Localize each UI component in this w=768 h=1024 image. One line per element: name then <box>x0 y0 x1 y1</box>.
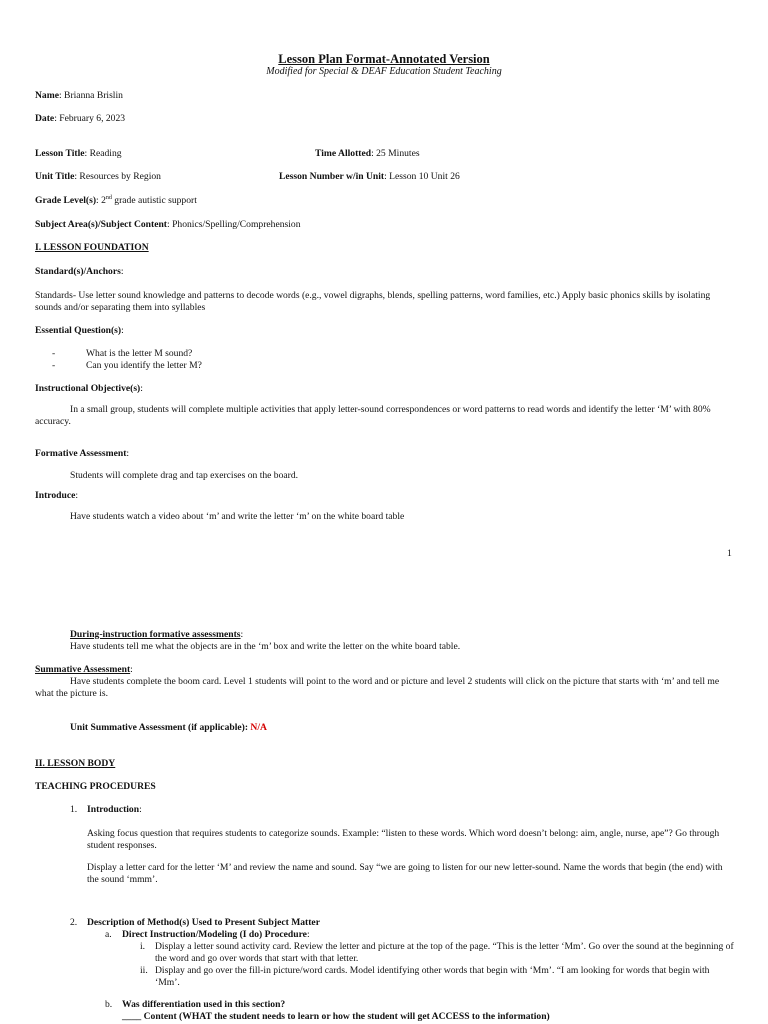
bullet-marker: - <box>52 360 56 371</box>
step-number: 1. <box>70 804 78 815</box>
step-number: 2. <box>70 917 78 928</box>
essential-questions-label: Essential Question(s) <box>35 325 122 336</box>
name-value: : Brianna Brislin <box>58 90 123 101</box>
unit-title-label: Unit Title <box>35 171 75 182</box>
standards-heading <box>35 266 124 278</box>
time-allotted-value: : 25 Minutes <box>371 148 420 159</box>
date-field <box>35 113 125 125</box>
lesson-body-heading: II. LESSON BODY <box>35 758 116 769</box>
introduction-label: Introduction <box>87 804 140 815</box>
grade-level-label: Grade Level(s) <box>35 195 97 206</box>
subject-value: : Phonics/Spelling/Comprehension <box>167 219 301 230</box>
time-allotted-label: Time Allotted <box>315 148 372 159</box>
unit-title-field <box>35 171 161 183</box>
introduction-paragraph-2: Display a letter card for the letter ‘M’ and review the name and sound. Say “we are going to listen for our new letter-sound. Name the words that begin (the end) with the sound ‘mmm’. <box>87 862 723 885</box>
essential-question-text: Can you identify the letter M? <box>86 360 202 371</box>
standards-colon: : <box>120 266 124 277</box>
step-i-text: Display a letter sound activity card. Review the letter and picture at the top of the page. “This is the letter ‘Mm’. Go over the sound at the beginning of the word and go over words that start with that letter. <box>155 941 734 964</box>
content-label: Content (WHAT the student needs to learn or how the student will get ACCESS to the information) <box>143 1011 550 1022</box>
summative-assessment-text: Have students complete the boom card. Level 1 students will point to the word and or picture and level 2 students will click on the picture that starts with ‘m’ and tell me what the picture is. <box>35 676 720 699</box>
lesson-foundation-heading: I. LESSON FOUNDATION <box>35 242 149 253</box>
introduction-colon: : <box>139 804 142 815</box>
time-allotted-field <box>315 148 420 160</box>
unit-summative-label: Unit Summative Assessment (if applicable): <box>70 722 249 733</box>
lesson-number-value: : Lesson 10 Unit 26 <box>384 171 460 182</box>
summative-assessment-colon: : <box>130 664 133 675</box>
summative-assessment-heading <box>35 664 133 676</box>
method-label: Description of Method(s) Used to Present Subject Matter <box>87 917 320 928</box>
unit-summative-assessment <box>70 722 267 734</box>
direct-instruction-label: Direct Instruction/Modeling (I do) Procedure <box>122 929 307 940</box>
objective-text: In a small group, students will complete multiple activities that apply letter-sound correspondences or word patterns to read words and identify the letter ‘M’ with 80% accuracy. <box>35 404 711 427</box>
content-checkbox-line[interactable] <box>122 1011 550 1023</box>
lesson-title-label: Lesson Title <box>35 148 85 159</box>
teaching-procedures-heading: TEACHING PROCEDURES <box>35 781 156 792</box>
standards-text: Standards- Use letter sound knowledge and patterns to decode words (e.g., vowel digraphs, blends, spelling patterns, word families, etc.) Apply basic phonics skills by isolating sounds and/or separating them into syllables <box>35 290 711 313</box>
formative-assessment-text: Students will complete drag and tap exercises on the board. <box>70 470 299 481</box>
item-letter: b. <box>105 999 113 1010</box>
summative-assessment-label: Summative Assessment <box>35 664 131 675</box>
document-title: Lesson Plan Format-Annotated Version <box>278 52 490 66</box>
direct-instruction-item <box>105 929 310 941</box>
differentiation-label: Was differentiation used in this section? <box>122 999 286 1010</box>
introduction-paragraph-1: Asking focus question that requires students to categorize sounds. Example: “listen to these words. Which word doesn’t belong: aim, angle, nurse, ape”? Go through student responses. <box>87 828 720 851</box>
during-instruction-heading <box>70 629 243 641</box>
grade-ordinal: nd <box>105 194 112 201</box>
objective-label: Instructional Objective(s) <box>35 383 141 394</box>
unit-title-value: : Resources by Region <box>74 171 161 182</box>
formative-assessment-heading <box>35 448 129 460</box>
name-field <box>35 90 123 102</box>
lesson-title-value: : Reading <box>84 148 122 159</box>
document-subtitle: Modified for Special & DEAF Education Student Teaching <box>266 66 502 77</box>
standards-label: Standard(s)/Anchors <box>35 266 121 277</box>
name-label: Name <box>35 90 59 101</box>
bullet-marker: - <box>52 348 56 359</box>
page-number: 1 <box>727 548 732 559</box>
subject-label: Subject Area(s)/Subject Content <box>35 219 167 230</box>
introduce-text: Have students watch a video about ‘m’ and write the letter ‘m’ on the white board table <box>70 511 405 522</box>
objective-colon: : <box>140 383 143 394</box>
unit-summative-value: N/A <box>250 722 267 733</box>
step-ii-text: Display and go over the fill-in picture/word cards. Model identifying other words that begin with ‘Mm’. “I am looking for words that begin with ‘Mm’. <box>155 965 710 988</box>
essential-question-text: What is the letter M sound? <box>86 348 193 359</box>
essential-question-item <box>52 348 192 360</box>
formative-assessment-label: Formative Assessment <box>35 448 127 459</box>
formative-assessment-colon: : <box>126 448 130 459</box>
date-value: : February 6, 2023 <box>54 113 126 124</box>
during-instruction-label: During-instruction formative assessments <box>70 629 241 640</box>
grade-level-value: : 2 <box>96 195 106 206</box>
essential-question-item <box>52 360 202 372</box>
essential-questions-colon: : <box>121 325 124 336</box>
during-instruction-text: Have students tell me what the objects are in the ‘m’ box and write the letter on the white board table. <box>70 641 461 652</box>
introduce-colon: : <box>75 490 79 501</box>
step-ii-number: ii. <box>140 965 148 976</box>
lesson-number-field <box>279 171 460 183</box>
objective-heading <box>35 383 143 395</box>
step-i-number: i. <box>140 941 146 952</box>
differentiation-item <box>105 999 285 1011</box>
method-step <box>70 917 320 929</box>
grade-level-field <box>35 195 197 207</box>
item-letter: a. <box>105 929 112 940</box>
subject-field <box>35 219 301 231</box>
essential-questions-heading <box>35 325 124 337</box>
introduction-step <box>70 804 142 816</box>
lesson-title-field <box>35 148 122 160</box>
during-instruction-colon: : <box>240 629 244 640</box>
introduce-heading <box>35 490 78 502</box>
introduce-label: Introduce <box>35 490 76 501</box>
date-label: Date <box>35 113 55 124</box>
grade-level-suffix: grade autistic support <box>111 195 197 206</box>
content-blank: ____ <box>122 1011 142 1022</box>
direct-instruction-colon: : <box>306 929 310 940</box>
lesson-number-label: Lesson Number w/in Unit <box>279 171 385 182</box>
